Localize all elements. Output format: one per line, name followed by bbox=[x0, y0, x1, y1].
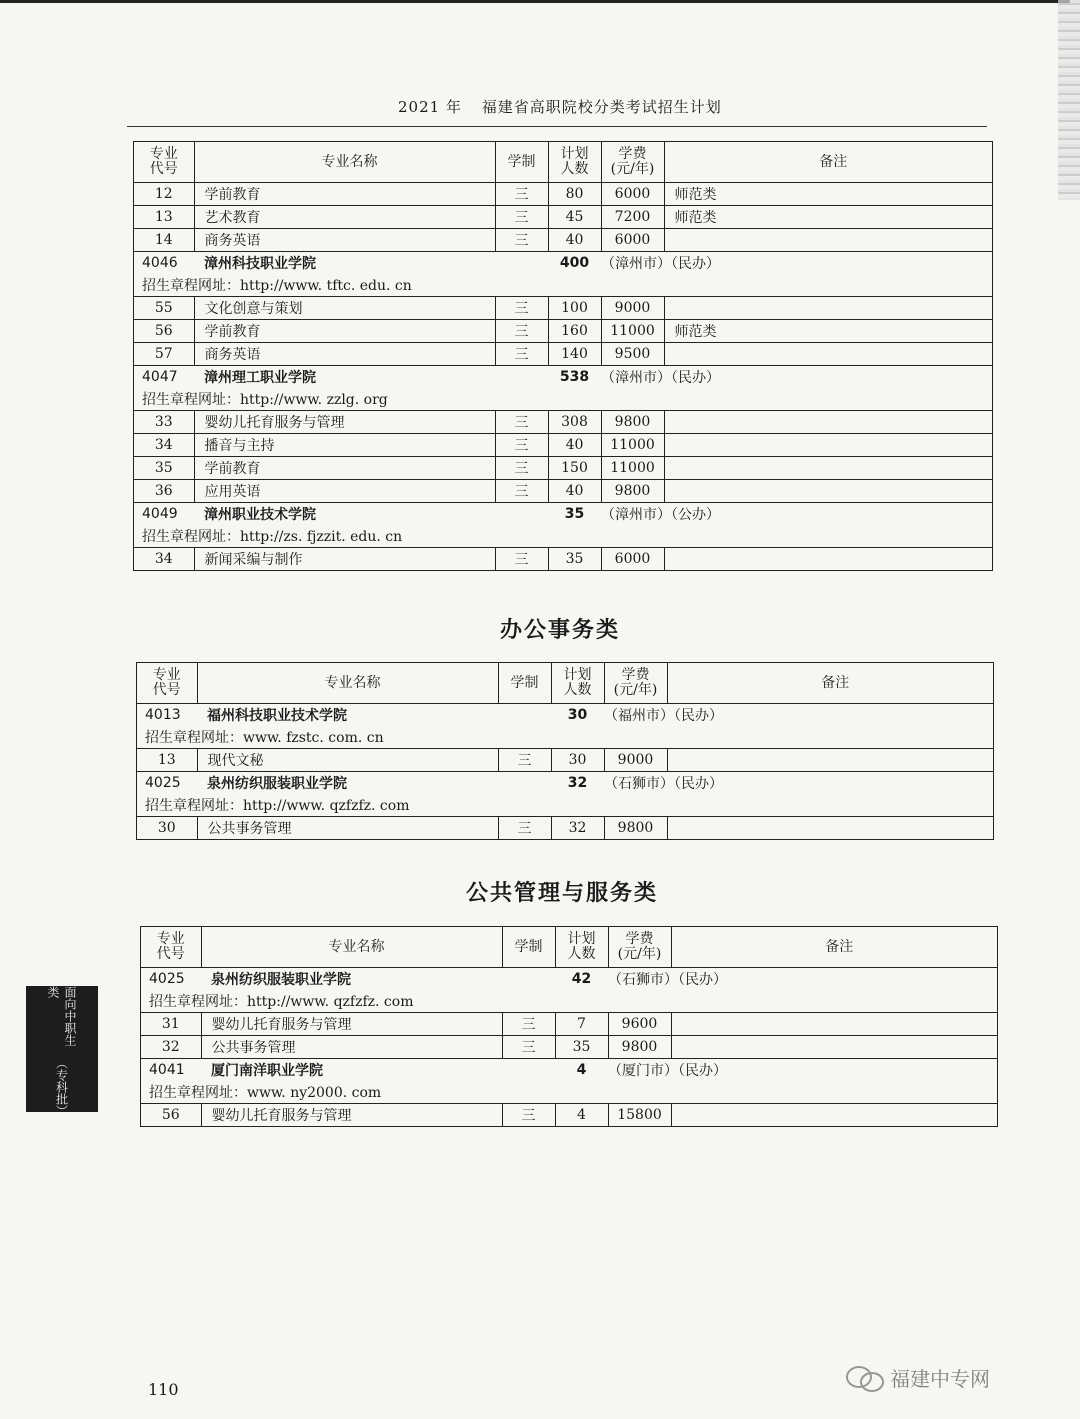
school-plan: 32 bbox=[567, 775, 588, 791]
program-plan: 35 bbox=[548, 548, 601, 571]
admission-url: 招生章程网址：http://www. qzfzfz. com bbox=[141, 990, 998, 1013]
program-note bbox=[664, 343, 993, 366]
program-note bbox=[664, 229, 993, 252]
school-code: 4025 bbox=[145, 775, 181, 791]
program-row bbox=[141, 1013, 998, 1036]
program-code: 34 bbox=[134, 434, 195, 457]
program-fee: 9800 bbox=[601, 411, 664, 434]
col-header-name: 专业名称 bbox=[197, 663, 498, 704]
program-system: 三 bbox=[498, 817, 551, 840]
program-fee: 11000 bbox=[601, 320, 664, 343]
program-name: 播音与主持 bbox=[194, 434, 495, 457]
col-header-note: 备注 bbox=[671, 927, 998, 968]
program-fee: 9500 bbox=[601, 343, 664, 366]
program-plan: 7 bbox=[555, 1013, 608, 1036]
program-row bbox=[141, 1036, 998, 1059]
col-header-fee: 学费 (元/年) bbox=[608, 927, 671, 968]
program-note bbox=[664, 548, 993, 571]
program-name: 新闻采编与制作 bbox=[194, 548, 495, 571]
program-fee: 9000 bbox=[604, 749, 667, 772]
school-name: 泉州纺织服装职业学院 bbox=[207, 776, 347, 792]
school-row bbox=[137, 772, 994, 795]
col-header-system: 学制 bbox=[502, 927, 555, 968]
header-row bbox=[141, 927, 998, 968]
school-row bbox=[141, 968, 998, 991]
program-name: 公共事务管理 bbox=[197, 817, 498, 840]
program-code: 13 bbox=[137, 749, 198, 772]
admission-url-row bbox=[141, 990, 998, 1013]
program-row bbox=[134, 434, 993, 457]
wechat-icon bbox=[844, 1362, 884, 1392]
school-plan: 538 bbox=[559, 369, 590, 385]
enrollment-table-2 bbox=[136, 662, 994, 840]
program-fee: 15800 bbox=[608, 1104, 671, 1127]
program-fee: 6000 bbox=[601, 183, 664, 206]
program-plan: 4 bbox=[555, 1104, 608, 1127]
school-location: （漳州市）（民办） bbox=[601, 370, 720, 386]
school-location: （福州市）（民办） bbox=[604, 708, 723, 724]
program-fee: 11000 bbox=[601, 457, 664, 480]
col-header-note: 备注 bbox=[667, 663, 994, 704]
school-name: 厦门南洋职业学院 bbox=[211, 1063, 323, 1079]
program-fee: 6000 bbox=[601, 548, 664, 571]
school-plan: 4 bbox=[576, 1062, 587, 1078]
program-plan: 45 bbox=[548, 206, 601, 229]
program-fee: 9000 bbox=[601, 297, 664, 320]
col-header-system: 学制 bbox=[498, 663, 551, 704]
program-code: 12 bbox=[134, 183, 195, 206]
program-plan: 150 bbox=[548, 457, 601, 480]
side-tab-sub: （专科批） bbox=[54, 1056, 69, 1117]
header-rule bbox=[127, 126, 987, 127]
program-note bbox=[664, 297, 993, 320]
admission-url: 招生章程网址：http://www. qzfzfz. com bbox=[137, 794, 994, 817]
admission-url-row bbox=[134, 388, 993, 411]
program-row bbox=[134, 183, 993, 206]
program-code: 36 bbox=[134, 480, 195, 503]
school-name: 福州科技职业技术学院 bbox=[207, 708, 347, 724]
program-system: 三 bbox=[498, 749, 551, 772]
school-location: （漳州市）（公办） bbox=[601, 507, 720, 523]
program-name: 应用英语 bbox=[194, 480, 495, 503]
col-header-plan: 计划 人数 bbox=[551, 663, 604, 704]
program-system: 三 bbox=[495, 411, 548, 434]
program-name: 商务英语 bbox=[194, 229, 495, 252]
program-code: 35 bbox=[134, 457, 195, 480]
program-fee: 7200 bbox=[601, 206, 664, 229]
program-note bbox=[664, 457, 993, 480]
watermark bbox=[844, 1362, 990, 1392]
program-note bbox=[667, 817, 994, 840]
program-note: 师范类 bbox=[664, 320, 993, 343]
school-row bbox=[137, 704, 994, 727]
admission-url-row bbox=[137, 794, 994, 817]
header-row bbox=[134, 142, 993, 183]
school-location: （石狮市）（民办） bbox=[604, 776, 723, 792]
program-note: 师范类 bbox=[664, 206, 993, 229]
program-plan: 140 bbox=[548, 343, 601, 366]
program-note bbox=[671, 1104, 998, 1127]
program-plan: 40 bbox=[548, 434, 601, 457]
program-name: 商务英语 bbox=[194, 343, 495, 366]
program-note bbox=[671, 1036, 998, 1059]
program-note bbox=[667, 749, 994, 772]
program-system: 三 bbox=[495, 480, 548, 503]
school-name: 漳州职业技术学院 bbox=[204, 507, 316, 523]
col-header-code: 专业 代号 bbox=[137, 663, 198, 704]
section-title-office-affairs: 办公事务类 bbox=[500, 618, 621, 643]
program-code: 55 bbox=[134, 297, 195, 320]
program-system: 三 bbox=[495, 183, 548, 206]
program-plan: 30 bbox=[551, 749, 604, 772]
admission-url-row bbox=[134, 525, 993, 548]
school-plan: 42 bbox=[571, 971, 592, 987]
school-code: 4049 bbox=[142, 506, 178, 522]
top-border-line bbox=[0, 0, 1070, 3]
program-plan: 100 bbox=[548, 297, 601, 320]
admission-url: 招生章程网址：www. fzstc. com. cn bbox=[137, 726, 994, 749]
school-name: 泉州纺织服装职业学院 bbox=[211, 972, 351, 988]
program-plan: 32 bbox=[551, 817, 604, 840]
school-location: （漳州市）（民办） bbox=[601, 256, 720, 272]
side-tab-main: 面向中职生类 bbox=[46, 986, 77, 1046]
program-row bbox=[137, 817, 994, 840]
program-plan: 308 bbox=[548, 411, 601, 434]
col-header-code: 专业 代号 bbox=[141, 927, 202, 968]
watermark-text: 福建中专网 bbox=[890, 1366, 990, 1391]
program-name: 现代文秘 bbox=[197, 749, 498, 772]
school-plan: 30 bbox=[567, 707, 588, 723]
program-name: 学前教育 bbox=[194, 320, 495, 343]
program-name: 艺术教育 bbox=[194, 206, 495, 229]
program-system: 三 bbox=[495, 297, 548, 320]
header-title: 福建省高职院校分类考试招生计划 bbox=[481, 98, 722, 116]
program-code: 33 bbox=[134, 411, 195, 434]
program-code: 57 bbox=[134, 343, 195, 366]
program-note bbox=[664, 480, 993, 503]
program-fee: 6000 bbox=[601, 229, 664, 252]
enrollment-table-3 bbox=[140, 926, 998, 1127]
col-header-plan: 计划 人数 bbox=[555, 927, 608, 968]
col-header-fee: 学费 (元/年) bbox=[601, 142, 664, 183]
school-plan: 35 bbox=[564, 506, 585, 522]
col-header-fee: 学费 (元/年) bbox=[604, 663, 667, 704]
program-name: 学前教育 bbox=[194, 183, 495, 206]
program-note: 师范类 bbox=[664, 183, 993, 206]
program-system: 三 bbox=[502, 1036, 555, 1059]
program-system: 三 bbox=[495, 320, 548, 343]
program-plan: 35 bbox=[555, 1036, 608, 1059]
program-fee: 11000 bbox=[601, 434, 664, 457]
program-plan: 40 bbox=[548, 229, 601, 252]
school-name: 漳州理工职业学院 bbox=[204, 370, 316, 386]
program-code: 56 bbox=[134, 320, 195, 343]
col-header-note: 备注 bbox=[664, 142, 993, 183]
page-number: 110 bbox=[148, 1380, 179, 1399]
program-row bbox=[137, 749, 994, 772]
col-header-system: 学制 bbox=[495, 142, 548, 183]
program-system: 三 bbox=[502, 1104, 555, 1127]
program-code: 30 bbox=[137, 817, 198, 840]
program-fee: 9800 bbox=[601, 480, 664, 503]
program-name: 公共事务管理 bbox=[201, 1036, 502, 1059]
col-header-code: 专业 代号 bbox=[134, 142, 195, 183]
col-header-name: 专业名称 bbox=[194, 142, 495, 183]
program-code: 13 bbox=[134, 206, 195, 229]
admission-url: 招生章程网址：http://zs. fjzzit. edu. cn bbox=[134, 525, 993, 548]
program-row bbox=[134, 297, 993, 320]
program-name: 婴幼儿托育服务与管理 bbox=[201, 1013, 502, 1036]
header-row bbox=[137, 663, 994, 704]
program-code: 56 bbox=[141, 1104, 202, 1127]
program-row bbox=[134, 229, 993, 252]
program-system: 三 bbox=[495, 229, 548, 252]
admission-url: 招生章程网址：http://www. zzlg. org bbox=[134, 388, 993, 411]
program-system: 三 bbox=[495, 206, 548, 229]
school-location: （厦门市）（民办） bbox=[608, 1063, 727, 1079]
program-name: 学前教育 bbox=[194, 457, 495, 480]
program-system: 三 bbox=[495, 548, 548, 571]
program-row bbox=[134, 411, 993, 434]
school-row bbox=[134, 503, 993, 526]
program-fee: 9800 bbox=[608, 1036, 671, 1059]
admission-url: 招生章程网址：http://www. tftc. edu. cn bbox=[134, 274, 993, 297]
program-plan: 160 bbox=[548, 320, 601, 343]
school-code: 4041 bbox=[149, 1062, 185, 1078]
program-row bbox=[134, 480, 993, 503]
program-note bbox=[664, 411, 993, 434]
program-plan: 80 bbox=[548, 183, 601, 206]
col-header-name: 专业名称 bbox=[201, 927, 502, 968]
col-header-plan: 计划 人数 bbox=[548, 142, 601, 183]
program-system: 三 bbox=[495, 434, 548, 457]
program-name: 文化创意与策划 bbox=[194, 297, 495, 320]
section-title-public-management: 公共管理与服务类 bbox=[466, 881, 659, 906]
program-system: 三 bbox=[502, 1013, 555, 1036]
program-code: 14 bbox=[134, 229, 195, 252]
header-year: 2021 年 bbox=[398, 98, 462, 116]
program-code: 31 bbox=[141, 1013, 202, 1036]
program-row bbox=[134, 320, 993, 343]
program-name: 婴幼儿托育服务与管理 bbox=[194, 411, 495, 434]
program-note bbox=[664, 434, 993, 457]
program-row bbox=[134, 343, 993, 366]
program-fee: 9800 bbox=[604, 817, 667, 840]
school-row bbox=[134, 366, 993, 389]
school-name: 漳州科技职业学院 bbox=[204, 256, 316, 272]
admission-url: 招生章程网址：www. ny2000. com bbox=[141, 1081, 998, 1104]
school-row bbox=[141, 1059, 998, 1082]
program-row bbox=[134, 457, 993, 480]
running-header bbox=[398, 96, 722, 117]
side-tab bbox=[26, 986, 98, 1117]
program-fee: 9600 bbox=[608, 1013, 671, 1036]
school-code: 4013 bbox=[145, 707, 181, 723]
school-plan: 400 bbox=[559, 255, 590, 271]
enrollment-table-1 bbox=[133, 141, 993, 571]
program-name: 婴幼儿托育服务与管理 bbox=[201, 1104, 502, 1127]
school-location: （石狮市）（民办） bbox=[608, 972, 727, 988]
program-row bbox=[134, 548, 993, 571]
program-code: 32 bbox=[141, 1036, 202, 1059]
school-code: 4025 bbox=[149, 971, 185, 987]
school-code: 4046 bbox=[142, 255, 178, 271]
school-code: 4047 bbox=[142, 369, 178, 385]
program-row bbox=[141, 1104, 998, 1127]
program-note bbox=[671, 1013, 998, 1036]
admission-url-row bbox=[137, 726, 994, 749]
page-edge-scan bbox=[1058, 0, 1080, 200]
program-system: 三 bbox=[495, 457, 548, 480]
program-row bbox=[134, 206, 993, 229]
admission-url-row bbox=[134, 274, 993, 297]
admission-url-row bbox=[141, 1081, 998, 1104]
school-row bbox=[134, 252, 993, 275]
program-plan: 40 bbox=[548, 480, 601, 503]
program-code: 34 bbox=[134, 548, 195, 571]
program-system: 三 bbox=[495, 343, 548, 366]
